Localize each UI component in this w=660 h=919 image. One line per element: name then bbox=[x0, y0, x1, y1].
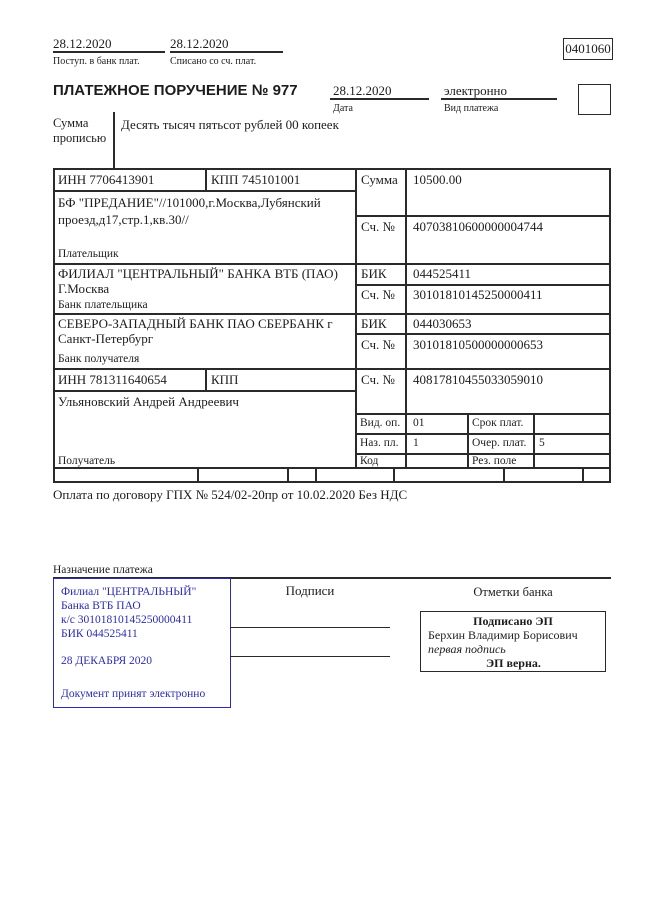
payer-account-value: 40703810600000004744 bbox=[413, 219, 543, 234]
payee-account-value: 40817810455033059010 bbox=[413, 372, 543, 387]
bank-marks-label: Отметки банка bbox=[473, 585, 553, 599]
table-line bbox=[53, 467, 611, 469]
date-received-underline bbox=[53, 51, 165, 53]
stamp-date: 28 ДЕКАБРЯ 2020 bbox=[61, 655, 153, 667]
payee-bank-account-label: Сч. № bbox=[361, 337, 395, 352]
document-date-underline bbox=[330, 98, 429, 100]
signatures-label: Подписи bbox=[285, 583, 335, 598]
document-date-value: 28.12.2020 bbox=[333, 83, 392, 98]
op-type-label: Вид. оп. bbox=[360, 417, 401, 429]
payer-kpp: КПП 745101001 bbox=[211, 172, 301, 187]
date-received-label: Поступ. в банк плат. bbox=[53, 56, 140, 67]
table-line bbox=[205, 368, 207, 390]
due-date-label: Срок плат. bbox=[472, 417, 524, 429]
payer-bank-account-value: 30101810145250000411 bbox=[413, 287, 543, 302]
payer-name: БФ "ПРЕДАНИЕ"//101000,г.Москва,Лубянский проезд,д17,стр.1,кв.30// bbox=[58, 195, 321, 227]
table-line bbox=[503, 467, 505, 481]
form-code-box: 0401060 bbox=[563, 38, 613, 60]
table-line bbox=[393, 467, 395, 481]
amount-words-divider bbox=[113, 112, 115, 168]
table-line bbox=[53, 190, 355, 192]
table-line bbox=[582, 467, 584, 481]
payee-bank-bik-label: БИК bbox=[361, 316, 387, 331]
table-line bbox=[533, 413, 535, 467]
stamp-gap bbox=[61, 641, 223, 654]
payee-kpp: КПП bbox=[211, 372, 239, 387]
payer-label: Плательщик bbox=[58, 248, 119, 260]
date-debited-value: 28.12.2020 bbox=[170, 36, 229, 51]
op-type-value: 01 bbox=[413, 417, 425, 429]
payer-bank-label: Банк плательщика bbox=[58, 299, 148, 311]
signature-stamp-box bbox=[420, 611, 606, 672]
table-line bbox=[53, 481, 611, 483]
document-date-label: Дата bbox=[333, 103, 353, 114]
payee-label: Получатель bbox=[58, 455, 116, 467]
signature-stamp-subtitle: первая подпись bbox=[428, 642, 506, 656]
signature-line-2 bbox=[230, 656, 390, 657]
table-line bbox=[355, 333, 611, 335]
payee-bank-label: Банк получателя bbox=[58, 353, 140, 365]
payer-account-label: Сч. № bbox=[361, 219, 395, 234]
table-line bbox=[53, 313, 611, 315]
stamp-corr-account: к/с 30101810145250000411 bbox=[61, 614, 193, 626]
payee-bank-account-value: 30101810500000000653 bbox=[413, 337, 543, 352]
table-line bbox=[197, 467, 199, 481]
sum-value: 10500.00 bbox=[413, 172, 462, 187]
priority-label: Очер. плат. bbox=[472, 437, 527, 449]
bank-acceptance-stamp bbox=[53, 578, 231, 708]
table-line bbox=[205, 168, 207, 190]
stamp-bank-name: Филиал "ЦЕНТРАЛЬНЫЙ" Банка ВТБ ПАО bbox=[61, 586, 197, 612]
page-title: ПЛАТЕЖНОЕ ПОРУЧЕНИЕ № 977 bbox=[53, 82, 298, 99]
signature-stamp-verified: ЭП верна. bbox=[486, 656, 541, 670]
payee-inn: ИНН 781311640654 bbox=[58, 372, 167, 387]
table-line bbox=[355, 168, 357, 467]
amount-words-value: Десять тысяч пятьсот рублей 00 копеек bbox=[121, 117, 339, 132]
signature-stamp-title: Подписано ЭП bbox=[473, 614, 553, 628]
payer-bank-account-label: Сч. № bbox=[361, 287, 395, 302]
stamp-spacer bbox=[61, 668, 223, 687]
payee-bank-name: СЕВЕРО-ЗАПАДНЫЙ БАНК ПАО СБЕРБАНК г Санкт-Петербург bbox=[58, 316, 333, 346]
purpose-code-label: Наз. пл. bbox=[360, 437, 399, 449]
table-line bbox=[53, 168, 611, 170]
amount-words-label: Сумма прописью bbox=[53, 116, 107, 145]
purpose-label: Назначение платежа bbox=[53, 564, 153, 576]
date-received-value: 28.12.2020 bbox=[53, 36, 112, 51]
table-line bbox=[53, 390, 355, 392]
stamp-bik: БИК 044525411 bbox=[61, 628, 138, 640]
signature-line-1 bbox=[230, 627, 390, 628]
payee-bank-bik-value: 044030653 bbox=[413, 316, 472, 331]
priority-checkbox-box bbox=[578, 84, 611, 115]
payer-bank-name: ФИЛИАЛ "ЦЕНТРАЛЬНЫЙ" БАНКА ВТБ (ПАО) Г.Москва bbox=[58, 266, 338, 296]
payer-bank-bik-label: БИК bbox=[361, 266, 387, 281]
payment-type-value: электронно bbox=[444, 83, 508, 98]
table-line bbox=[287, 467, 289, 481]
signature-stamp-name: Берхин Владимир Борисович bbox=[428, 628, 578, 642]
table-line bbox=[53, 368, 611, 370]
table-line bbox=[355, 433, 611, 435]
table-line bbox=[315, 467, 317, 481]
payment-type-underline bbox=[441, 98, 557, 100]
table-line bbox=[355, 284, 611, 286]
stamp-accepted-text: Документ принят электронно bbox=[61, 688, 206, 700]
purpose-code-value: 1 bbox=[413, 437, 419, 449]
table-line bbox=[53, 263, 611, 265]
date-debited-label: Списано со сч. плат. bbox=[170, 56, 257, 67]
payer-bank-bik-value: 044525411 bbox=[413, 266, 472, 281]
table-line bbox=[53, 168, 55, 482]
payer-inn: ИНН 7706413901 bbox=[58, 172, 155, 187]
payee-name: Ульяновский Андрей Андреевич bbox=[58, 394, 239, 409]
priority-value: 5 bbox=[539, 437, 545, 449]
reserve-field-label: Рез. поле bbox=[472, 455, 517, 467]
table-line bbox=[355, 215, 611, 217]
purpose-text: Оплата по договору ГПХ № 524/02-20пр от 10.02.2020 Без НДС bbox=[53, 487, 408, 502]
sum-label: Сумма bbox=[361, 172, 398, 187]
payee-account-label: Сч. № bbox=[361, 372, 395, 387]
payment-type-label: Вид платежа bbox=[444, 103, 499, 114]
date-debited-underline bbox=[170, 51, 283, 53]
table-line bbox=[467, 413, 469, 467]
table-line bbox=[355, 413, 611, 415]
table-line bbox=[405, 168, 407, 467]
code-label: Код bbox=[360, 455, 379, 467]
